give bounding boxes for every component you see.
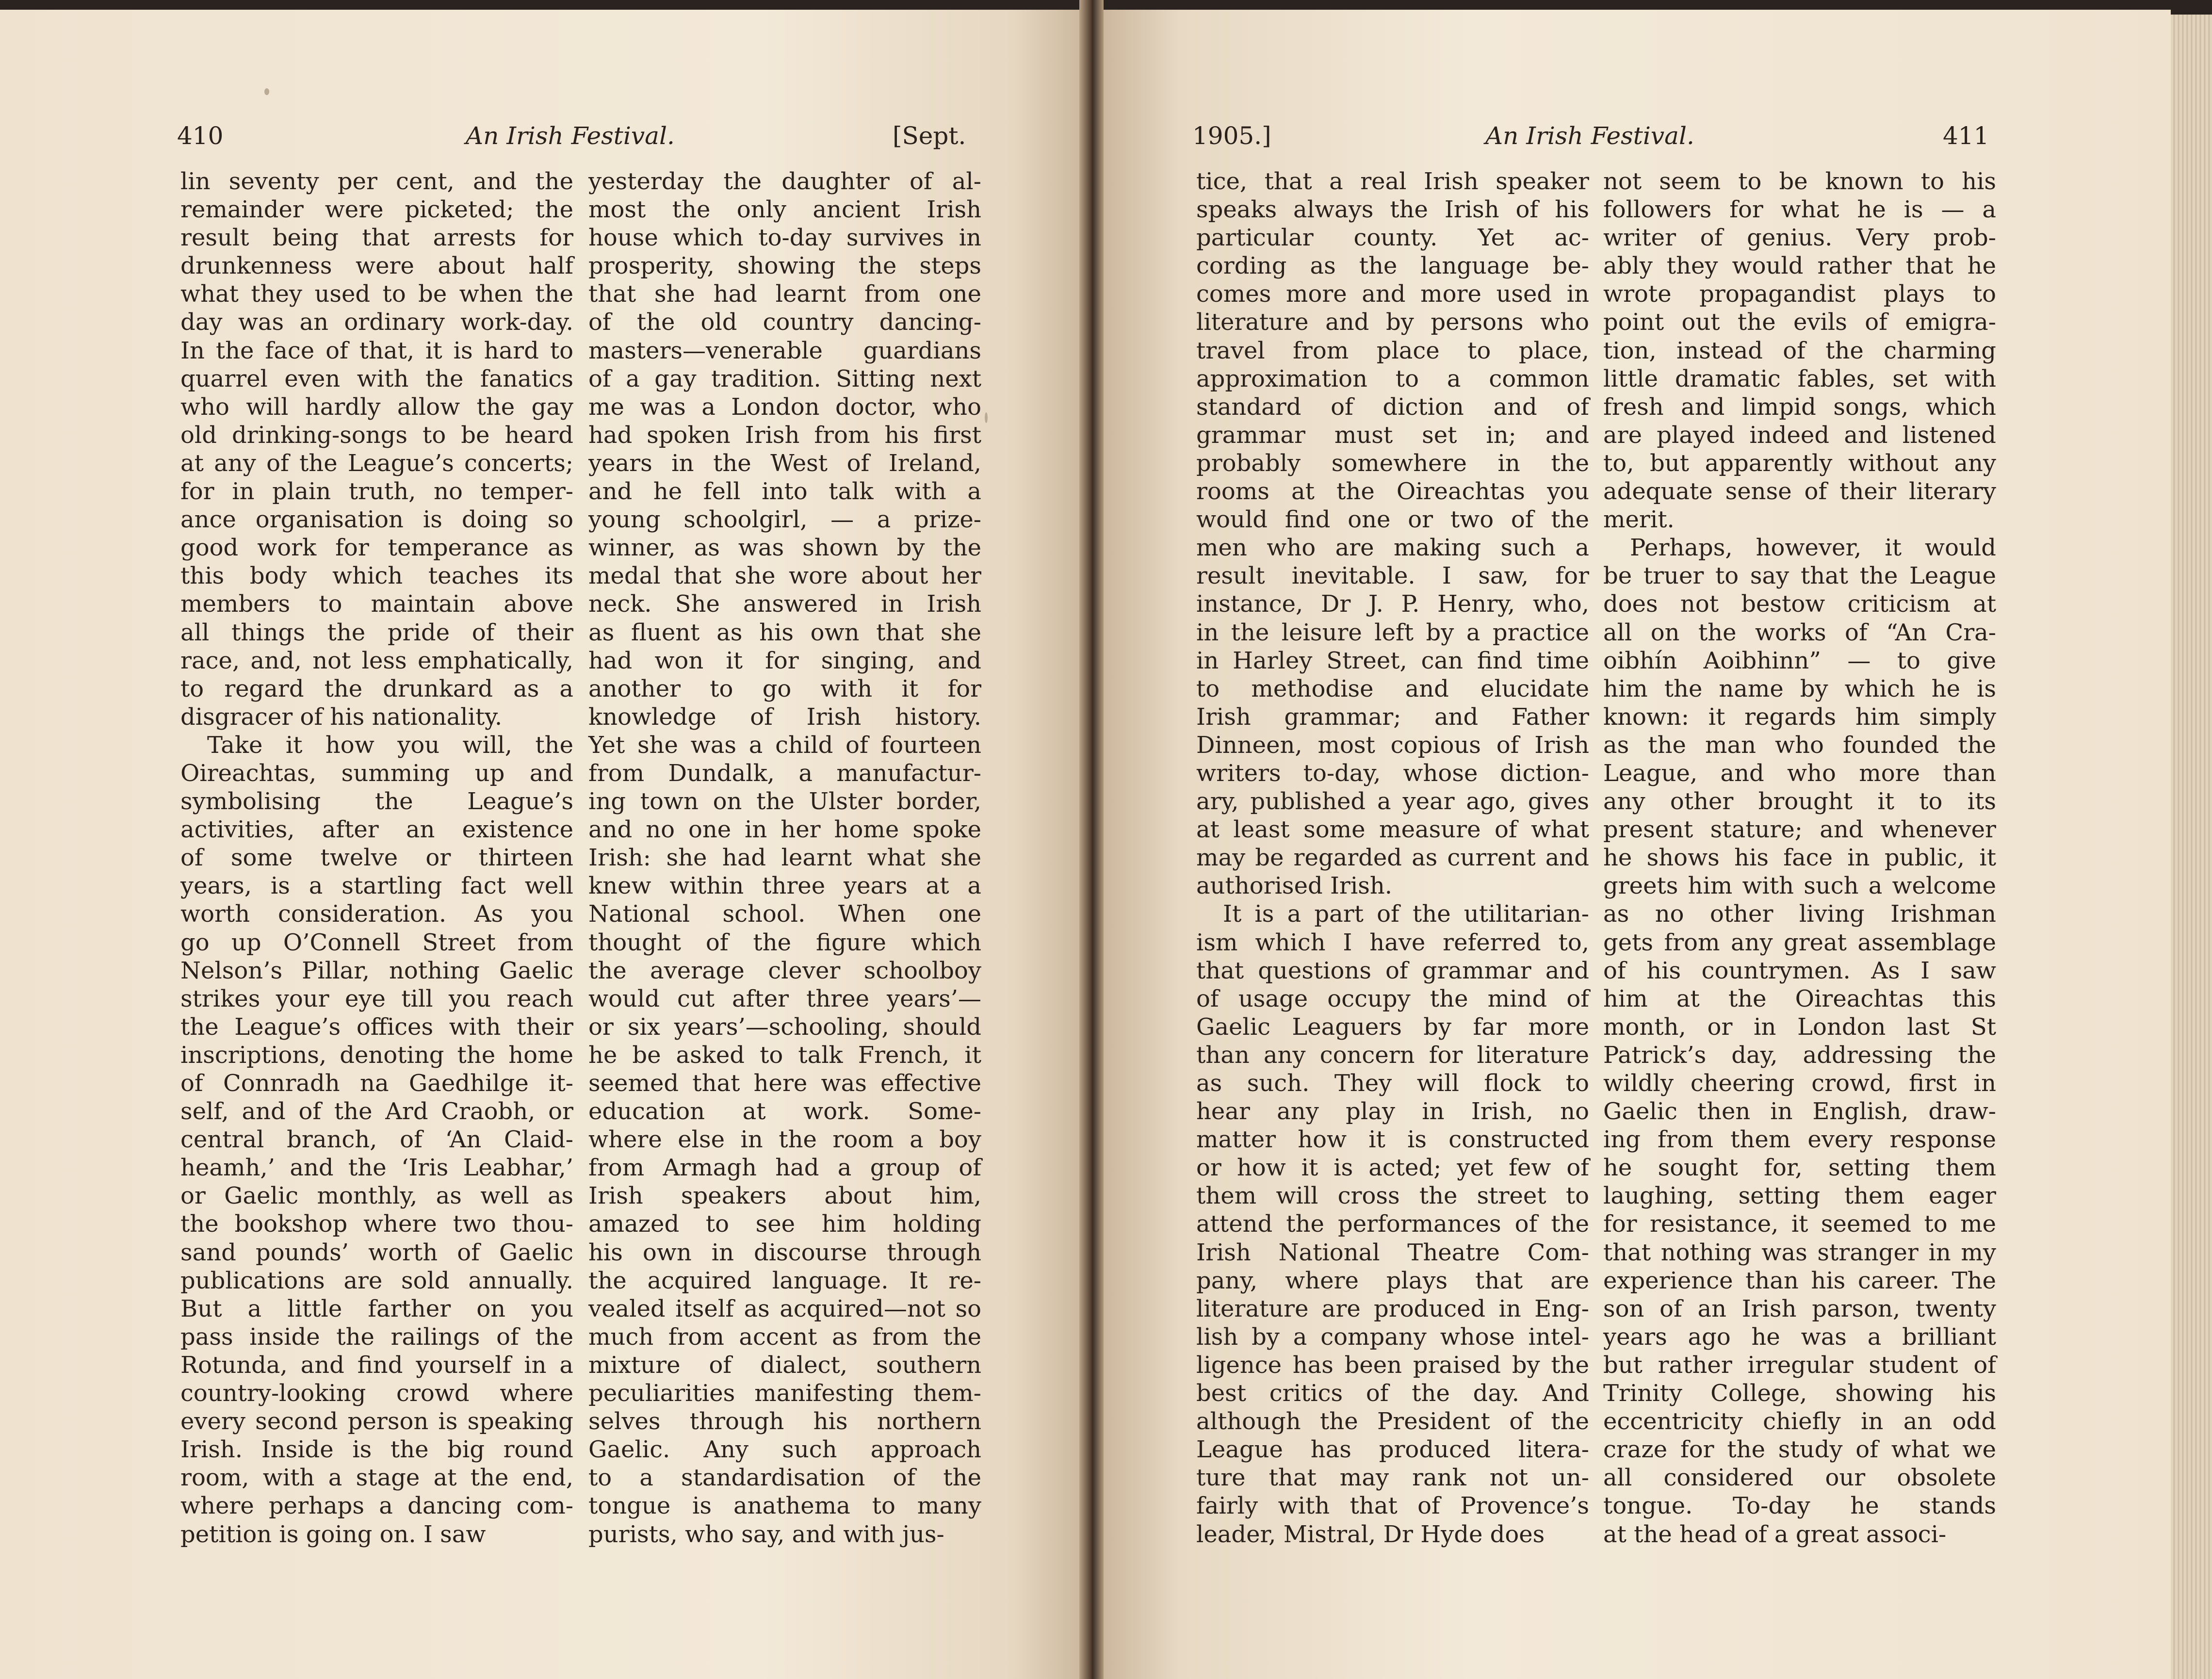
text-line: League, and who more than [1603,759,1996,787]
text-line: country-looking crowd where [180,1380,573,1407]
text-line: worth consideration. As you [180,900,573,928]
text-line: eccentricity chiefly in an odd [1603,1408,1996,1435]
text-line: Irish speakers about him, [588,1182,981,1210]
text-line: years, is a startling fact well [180,872,573,900]
text-line: publications are sold annually. [180,1267,573,1294]
text-line: had won it for singing, and [588,647,981,674]
text-line: vealed itself as acquired—not so [588,1295,981,1322]
text-line: authorised Irish. [1196,872,1393,900]
text-line: the bookshop where two thou- [180,1210,573,1238]
left-page-column-2 [588,167,981,1549]
text-line: symbolising the League’s [180,788,573,815]
right-header-date: 1905.] [1192,122,1271,150]
text-line: to methodise and elucidate [1196,675,1589,702]
text-line: matter how it is constructed [1196,1126,1589,1154]
text-line: oibhín Aoibhinn” — to give [1603,647,1996,674]
right-page-column-2 [1603,167,1996,1549]
text-line: me was a London doctor, who [588,393,981,421]
text-line: result being that arrests for [180,224,573,252]
text-line: It is a part of the utilitarian- [1223,900,1589,928]
text-line: tice, that a real Irish speaker [1196,168,1589,195]
text-line: members to maintain above [180,590,573,618]
text-line: travel from place to place, [1196,337,1589,364]
text-line: tongue. To-day he stands [1603,1492,1996,1520]
text-line: at the head of a great associ- [1603,1520,1947,1548]
left-header-date: [Sept. [893,122,966,150]
text-line: he be asked to talk French, it [588,1041,981,1069]
text-line: of usage occupy the mind of [1196,985,1589,1012]
text-line: Dinneen, most copious of Irish [1196,731,1589,759]
text-line: inscriptions, denoting the home [180,1041,573,1069]
text-line: although the President of the [1196,1408,1589,1435]
text-line: Patrick’s day, addressing the [1603,1041,1996,1069]
text-line: ing from them every response [1603,1126,1996,1154]
text-line: him at the Oireachtas this [1603,985,1996,1012]
text-line: pany, where plays that are [1196,1267,1589,1294]
text-line: strikes your eye till you reach [180,985,573,1012]
text-line: for resistance, it seemed to me [1603,1210,1996,1238]
text-line: adequate sense of their literary [1603,478,1996,505]
text-line: heamh,’ and the ‘Iris Leabhar,’ [180,1154,573,1182]
text-line: may be regarded as current and [1196,844,1589,872]
paper-speck [985,412,988,423]
text-line: the acquired language. It re- [588,1267,981,1294]
text-line: Nelson’s Pillar, nothing Gaelic [180,957,573,984]
text-line: approximation to a common [1196,365,1589,392]
text-line: grammar must set in; and [1196,421,1589,449]
text-line: rooms at the Oireachtas you [1196,478,1589,505]
text-line: little dramatic fables, set with [1603,365,1996,392]
text-line: wildly cheering crowd, first in [1603,1070,1996,1097]
text-line: greets him with such a welcome [1603,872,1996,900]
right-page-number: 411 [1943,122,1989,150]
text-line: of his countrymen. As I saw [1603,957,1996,984]
text-line: he shows his face in public, it [1603,844,1996,872]
text-line: another to go with it for [588,675,981,702]
text-line: leader, Mistral, Dr Hyde does [1196,1520,1545,1548]
text-line: sand pounds’ worth of Gaelic [180,1239,573,1266]
text-line: years ago he was a brilliant [1603,1323,1996,1351]
text-line: activities, after an existence [180,816,573,844]
text-line: son of an Irish parson, twenty [1603,1295,1996,1322]
text-line: of Connradh na Gaedhilge it- [180,1070,573,1097]
text-line: ary, published a year ago, gives [1196,788,1589,815]
text-line: Oireachtas, summing up and [180,759,573,787]
text-line: at least some measure of what [1196,816,1589,844]
text-line: to a standardisation of the [588,1464,981,1492]
text-line: literature and by persons who [1196,309,1589,336]
text-line: in the leisure left by a practice [1196,619,1589,646]
text-line: fairly with that of Provence’s [1196,1492,1589,1520]
text-line: every second person is speaking [180,1408,573,1435]
text-line: selves through his northern [588,1408,981,1435]
text-line: experience than his career. The [1603,1267,1996,1294]
text-line: But a little farther on you [180,1295,573,1322]
text-line: from Dundalk, a manufactur- [588,759,981,787]
text-line: speaks always the Irish of his [1196,196,1589,224]
text-line: tion, instead of the charming [1603,337,1996,364]
paper-speck [264,88,269,95]
text-line: or Gaelic monthly, as well as [180,1182,573,1210]
text-line: race, and, not less emphatically, [180,647,573,674]
text-line: as the man who founded the [1603,731,1996,759]
text-line: ism which I have referred to, [1196,929,1589,956]
text-line: would cut after three years’— [588,985,981,1012]
text-line: years in the West of Ireland, [588,449,981,477]
text-line: self, and of the Ard Craobh, or [180,1098,573,1125]
text-line: this body which teaches its [180,562,573,590]
text-line: masters—venerable guardians [588,337,981,364]
text-line: purists, who say, and with jus- [588,1520,944,1548]
text-line: Gaelic. Any such approach [588,1436,981,1464]
text-line: Irish National Theatre Com- [1196,1239,1589,1266]
text-line: young schoolgirl, — a prize- [588,506,981,534]
text-line: all considered our obsolete [1603,1464,1996,1492]
text-line: does not bestow criticism at [1603,590,1996,618]
text-line: or six years’—schooling, should [588,1013,981,1041]
text-line: as no other living Irishman [1603,900,1996,928]
text-line: that nothing was stranger in my [1603,1239,1996,1266]
text-line: at any of the League’s concerts; [180,449,573,477]
text-line: lin seventy per cent, and the [180,168,573,195]
text-line: that questions of grammar and [1196,957,1589,984]
text-line: medal that she wore about her [588,562,981,590]
text-line: merit. [1603,506,1675,534]
text-line: for in plain truth, no temper- [180,478,573,505]
text-line: hear any play in Irish, no [1196,1098,1589,1125]
text-line: the League’s offices with their [180,1013,573,1041]
text-line: as such. They will flock to [1196,1070,1589,1097]
text-line: education at work. Some- [588,1098,981,1125]
text-line: Irish. Inside is the big round [180,1436,573,1464]
text-line: yesterday the daughter of al- [588,168,981,195]
text-line: wrote propagandist plays to [1603,280,1996,308]
right-running-title: An Irish Festival. [1485,122,1694,150]
text-line: laughing, setting them eager [1603,1182,1996,1210]
text-line: seemed that here was effective [588,1070,981,1097]
text-line: would find one or two of the [1196,506,1589,534]
text-line: known: it regards him simply [1603,703,1996,731]
text-line: League has produced litera- [1196,1436,1589,1464]
text-line: thought of the figure which [588,929,981,956]
text-line: writer of genius. Very prob- [1603,224,1996,252]
text-line: literature are produced in Eng- [1196,1295,1589,1322]
text-line: particular county. Yet ac- [1196,224,1589,252]
text-line: result inevitable. I saw, for [1196,562,1589,590]
text-line: day was an ordinary work-day. [180,309,573,336]
text-line: Perhaps, however, it would [1630,534,1996,562]
text-line: from Armagh had a group of [588,1154,981,1182]
text-line: gets from any great assemblage [1603,929,1996,956]
text-line: In the face of that, it is hard to [180,337,573,364]
text-line: pass inside the railings of the [180,1323,573,1351]
left-running-title: An Irish Festival. [466,122,675,150]
text-line: lish by a company whose intel- [1196,1323,1589,1351]
text-line: ing town on the Ulster border, [588,788,981,815]
page-edges [2171,15,2212,1679]
text-line: or how it is acted; yet few of [1196,1154,1589,1182]
text-line: Rotunda, and find yourself in a [180,1351,573,1379]
text-line: Irish: she had learnt what she [588,844,981,872]
text-line: than any concern for literature [1196,1041,1589,1069]
text-line: most the only ancient Irish [588,196,981,224]
text-line: are played indeed and listened [1603,421,1996,449]
text-line: instance, Dr J. P. Henry, who, [1196,590,1589,618]
text-line: to regard the drunkard as a [180,675,573,702]
text-line: all things the pride of their [180,619,573,646]
text-line: probably somewhere in the [1196,449,1589,477]
text-line: present stature; and whenever [1603,816,1996,844]
text-line: what they used to be when the [180,280,573,308]
text-line: room, with a stage at the end, [180,1464,573,1492]
text-line: not seem to be known to his [1603,168,1996,195]
text-line: ligence has been praised by the [1196,1351,1589,1379]
text-line: comes more and more used in [1196,280,1589,308]
text-line: him the name by which he is [1603,675,1996,702]
text-line: Yet she was a child of fourteen [588,731,981,759]
text-line: of the old country dancing- [588,309,981,336]
text-line: had spoken Irish from his first [588,421,981,449]
text-line: prosperity, showing the steps [588,252,981,280]
text-line: go up O’Connell Street from [180,929,573,956]
text-line: Trinity College, showing his [1603,1380,1996,1407]
text-line: of some twelve or thirteen [180,844,573,872]
text-line: amazed to see him holding [588,1210,981,1238]
text-line: best critics of the day. And [1196,1380,1589,1407]
text-line: ably they would rather that he [1603,252,1996,280]
text-line: remainder were picketed; the [180,196,573,224]
right-page-column-1 [1196,167,1589,1549]
text-line: peculiarities manifesting them- [588,1380,981,1407]
right-running-header [0,116,2212,155]
text-line: disgracer of his nationality. [180,703,503,731]
text-line: ance organisation is doing so [180,506,573,534]
text-line: standard of diction and of [1196,393,1589,421]
left-page-number: 410 [177,122,224,150]
text-line: National school. When one [588,900,981,928]
text-line: his own in discourse through [588,1239,981,1266]
text-line: but rather irregular student of [1603,1351,1996,1379]
text-line: ture that may rank not un- [1196,1464,1589,1492]
text-line: who will hardly allow the gay [180,393,573,421]
text-line: tongue is anathema to many [588,1492,981,1520]
text-line: men who are making such a [1196,534,1589,562]
text-line: followers for what he is — a [1603,196,1996,224]
text-line: craze for the study of what we [1603,1436,1996,1464]
book-gutter [1079,0,1104,1679]
text-line: that she had learnt from one [588,280,981,308]
text-line: Irish grammar; and Father [1196,703,1589,731]
text-line: where perhaps a dancing com- [180,1492,573,1520]
text-line: and no one in her home spoke [588,816,981,844]
text-line: neck. She answered in Irish [588,590,981,618]
text-line: them will cross the street to [1196,1182,1589,1210]
text-line: house which to-day survives in [588,224,981,252]
text-line: as fluent as his own that she [588,619,981,646]
text-line: fresh and limpid songs, which [1603,393,1996,421]
text-line: knowledge of Irish history. [588,703,981,731]
text-line: drunkenness were about half [180,252,573,280]
text-line: winner, as was shown by the [588,534,981,562]
text-line: where else in the room a boy [588,1126,981,1154]
text-line: quarrel even with the fanatics [180,365,573,392]
text-line: central branch, of ‘An Claid- [180,1126,573,1154]
text-line: attend the performances of the [1196,1210,1589,1238]
text-line: be truer to say that the League [1603,562,1996,590]
text-line: cording as the language be- [1196,252,1589,280]
text-line: the average clever schoolboy [588,957,981,984]
text-line: month, or in London last St [1603,1013,1996,1041]
text-line: writers to-day, whose diction- [1196,759,1589,787]
text-line: good work for temperance as [180,534,573,562]
text-line: point out the evils of emigra- [1603,309,1996,336]
text-line: much from accent as from the [588,1323,981,1351]
text-line: Gaelic Leaguers by far more [1196,1013,1589,1041]
text-line: and he fell into talk with a [588,478,981,505]
text-line: knew within three years at a [588,872,981,900]
text-line: he sought for, setting them [1603,1154,1996,1182]
text-line: all on the works of “An Cra- [1603,619,1996,646]
text-line: petition is going on. I saw [180,1520,486,1548]
text-line: Gaelic then in English, draw- [1603,1098,1996,1125]
text-line: old drinking-songs to be heard [180,421,573,449]
text-line: Take it how you will, the [207,731,573,759]
text-line: of a gay tradition. Sitting next [588,365,981,392]
text-line: any other brought it to its [1603,788,1996,815]
text-line: in Harley Street, can find time [1196,647,1589,674]
text-line: to, but apparently without any [1603,449,1996,477]
text-line: mixture of dialect, southern [588,1351,981,1379]
left-page-column-1 [180,167,573,1549]
